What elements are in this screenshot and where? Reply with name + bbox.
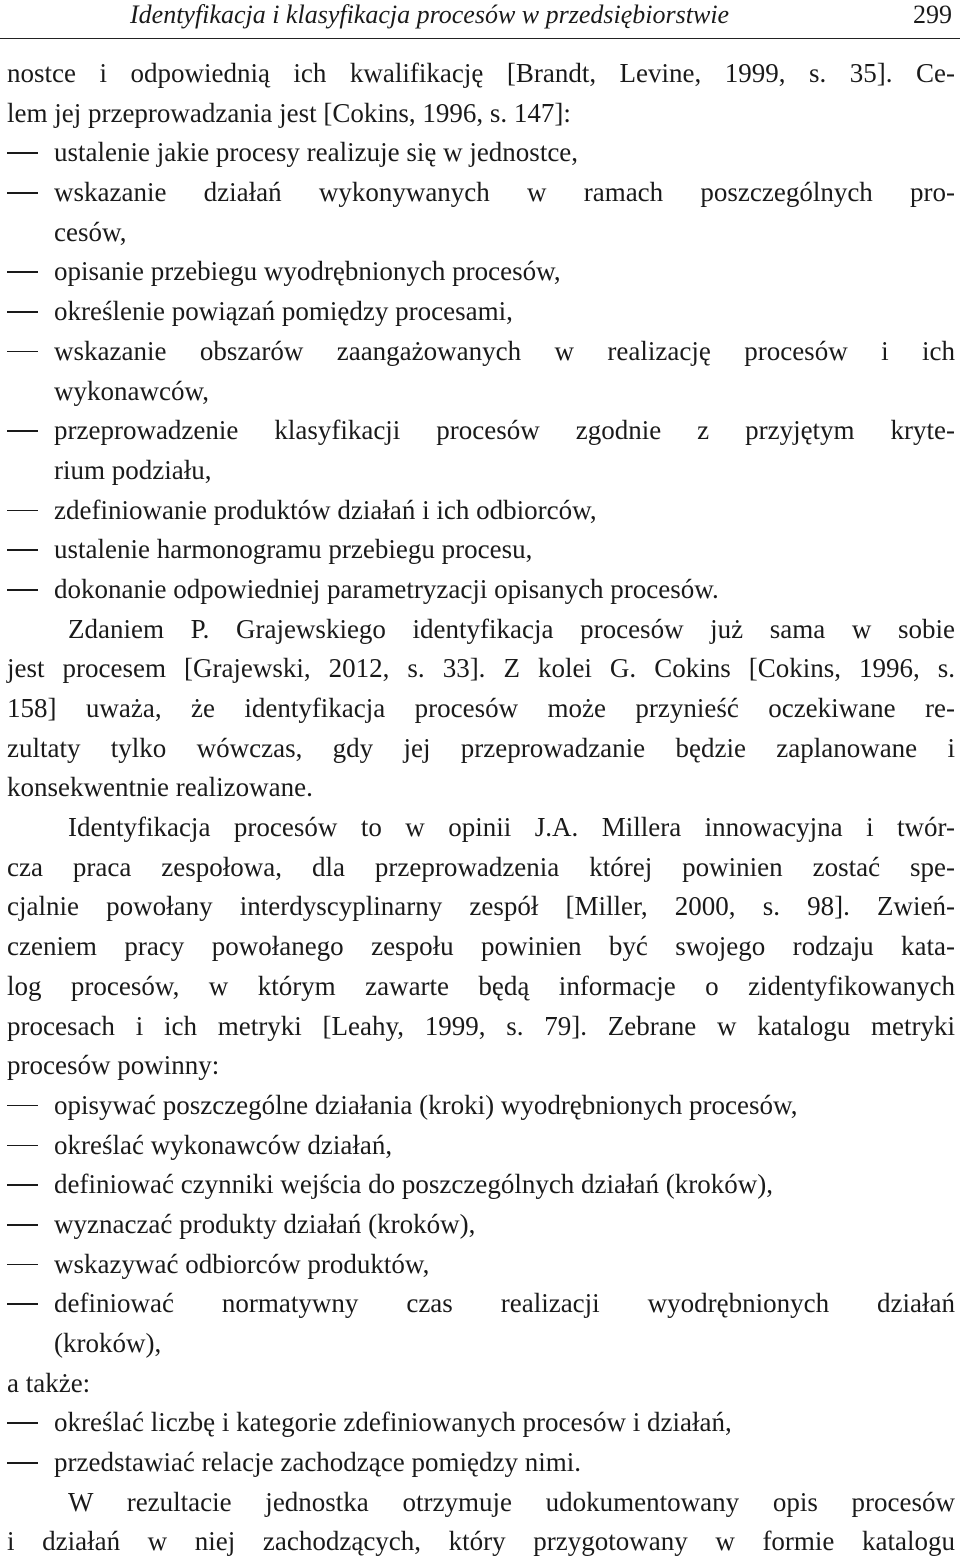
paragraph-first-line xyxy=(7,610,955,650)
line-text: opisywać poszczególne działania (kroki) wyodrębnionych procesów, xyxy=(54,1089,798,1120)
line-text: lem jej przeprowadzania jest [Cokins, 1996, s. 147]: xyxy=(7,97,571,128)
running-title: Identyfikacja i klasyfikacja procesów w przedsiębiorstwie xyxy=(130,0,730,29)
line-text: 158] uważa, że identyfikacja procesów może przynieść oczekiwane re- xyxy=(7,693,955,723)
line-text: rium podziału, xyxy=(54,454,212,485)
dash-bullet-icon xyxy=(7,1224,38,1226)
list-item-continuation xyxy=(7,1324,955,1364)
line-text: (kroków), xyxy=(54,1328,162,1358)
line-text: określać liczbę i kategorie zdefiniowanych procesów i działań, xyxy=(54,1407,732,1438)
list-item-continuation xyxy=(7,213,955,253)
line-text: cesów, xyxy=(54,216,127,247)
list-item xyxy=(7,1245,955,1285)
line-text: Identyfikacja procesów to w opinii J.A. Millera innowacyjna i twór- xyxy=(68,812,955,843)
paragraph-first-line xyxy=(7,808,955,848)
line-text: przeprowadzenie klasyfikacji procesów zgodnie z przyjętym kryte- xyxy=(54,415,955,446)
list-item xyxy=(7,292,955,332)
text-line xyxy=(7,54,955,94)
list-item xyxy=(7,133,955,173)
list-item xyxy=(7,530,955,570)
page-number: 299 xyxy=(913,0,952,29)
dash-bullet-icon xyxy=(7,1184,38,1186)
dash-bullet-icon xyxy=(7,311,38,313)
text-line xyxy=(7,927,955,967)
line-text: określenie powiązań pomiędzy procesami, xyxy=(54,296,513,327)
line-text: zdefiniowanie produktów działań i ich odbiorców, xyxy=(54,494,597,525)
line-text: jest procesem [Grajewski, 2012, s. 33]. Z kolei G. Cokins [Cokins, 1996, s. xyxy=(7,653,955,684)
dash-bullet-icon xyxy=(7,510,38,512)
line-text: cjalnie powołany interdyscyplinarny zespół [Miller, 2000, s. 98]. Zwień- xyxy=(7,891,955,922)
text-line xyxy=(7,967,955,1007)
list-item xyxy=(7,1443,955,1483)
line-text: a także: xyxy=(7,1367,91,1398)
line-text: wskazywać odbiorców produktów, xyxy=(54,1248,430,1279)
list-item xyxy=(7,332,955,372)
line-text: wykonawców, xyxy=(54,375,209,406)
text-line xyxy=(7,848,955,888)
line-text: Zdaniem P. Grajewskiego identyfikacja procesów już sama w sobie xyxy=(68,613,955,644)
paragraph-first-line xyxy=(7,1483,955,1523)
dash-bullet-icon xyxy=(7,589,38,591)
text-line xyxy=(7,94,955,134)
list-item xyxy=(7,1126,955,1166)
line-text: log procesów, w którym zawarte będą informacje o zidentyfikowanych xyxy=(7,970,955,1001)
line-text: ustalenie harmonogramu przebiegu procesu, xyxy=(54,534,533,565)
dash-bullet-icon xyxy=(7,1422,38,1424)
list-item xyxy=(7,1205,955,1245)
line-text: wskazanie obszarów zaangażowanych w realizację procesów i ich xyxy=(54,335,955,366)
list-item xyxy=(7,1165,955,1205)
line-text: procesach i ich metryki [Leahy, 1999, s. 79]. Zebrane w katalogu metryki xyxy=(7,1010,955,1041)
line-text: czeniem pracy powołanego zespołu powinien być swojego rodzaju kata- xyxy=(7,931,955,962)
list-item xyxy=(7,411,955,451)
line-text: i działań w niej zachodzących, który przygotowany w formie katalogu xyxy=(7,1526,955,1557)
text-line xyxy=(7,649,955,689)
line-text: ustalenie jakie procesy realizuje się w jednostce, xyxy=(54,137,579,168)
text-line xyxy=(7,1046,955,1086)
dash-bullet-icon xyxy=(7,1264,38,1266)
line-text: dokonanie odpowiedniej parametryzacji opisanych procesów. xyxy=(54,573,719,604)
list-item xyxy=(7,1086,955,1126)
text-line xyxy=(7,887,955,927)
running-header xyxy=(0,0,960,39)
list-item xyxy=(7,173,955,213)
list-item xyxy=(7,252,955,292)
text-line xyxy=(7,1364,955,1404)
dash-bullet-icon xyxy=(7,1105,38,1107)
text-line xyxy=(7,768,955,808)
line-text: wskazanie działań wykonywanych w ramach poszczególnych pro- xyxy=(54,177,955,208)
dash-bullet-icon xyxy=(7,430,38,432)
line-text: cza praca zespołowa, dla przeprowadzenia której powinien zostać spe- xyxy=(7,851,955,882)
list-item-continuation xyxy=(7,451,955,491)
list-item xyxy=(7,1403,955,1443)
text-line xyxy=(7,1007,955,1047)
line-text: nostce i odpowiednią ich kwalifikację [Brandt, Levine, 1999, s. 35]. Ce- xyxy=(7,58,955,88)
line-text: procesów powinny: xyxy=(7,1050,220,1081)
dash-bullet-icon xyxy=(7,192,38,194)
dash-bullet-icon xyxy=(7,152,38,154)
line-text: definiować normatywny czas realizacji wyodrębnionych działań xyxy=(54,1288,955,1319)
list-item xyxy=(7,570,955,610)
line-text: konsekwentnie realizowane. xyxy=(7,772,313,803)
dash-bullet-icon xyxy=(7,351,38,353)
text-line xyxy=(7,1522,955,1562)
list-item-continuation xyxy=(7,372,955,412)
line-text: określać wykonawców działań, xyxy=(54,1129,393,1160)
dash-bullet-icon xyxy=(7,1303,38,1305)
line-text: definiować czynniki wejścia do poszczególnych działań (kroków), xyxy=(54,1169,773,1200)
line-text: zultaty tylko wówczas, gdy jej przeprowadzanie będzie zaplanowane i xyxy=(7,732,955,763)
list-item xyxy=(7,1284,955,1324)
line-text: opisanie przebiegu wyodrębnionych procesów, xyxy=(54,256,561,287)
dash-bullet-icon xyxy=(7,1145,38,1147)
dash-bullet-icon xyxy=(7,1462,38,1464)
line-text: przedstawiać relacje zachodzące pomiędzy nimi. xyxy=(54,1447,581,1478)
text-line xyxy=(7,729,955,769)
body-text xyxy=(7,54,955,1562)
dash-bullet-icon xyxy=(7,271,38,273)
line-text: W rezultacie jednostka otrzymuje udokumentowany opis procesów xyxy=(68,1486,955,1517)
text-line xyxy=(7,689,955,729)
list-item xyxy=(7,491,955,531)
dash-bullet-icon xyxy=(7,549,38,551)
line-text: wyznaczać produkty działań (kroków), xyxy=(54,1208,476,1239)
